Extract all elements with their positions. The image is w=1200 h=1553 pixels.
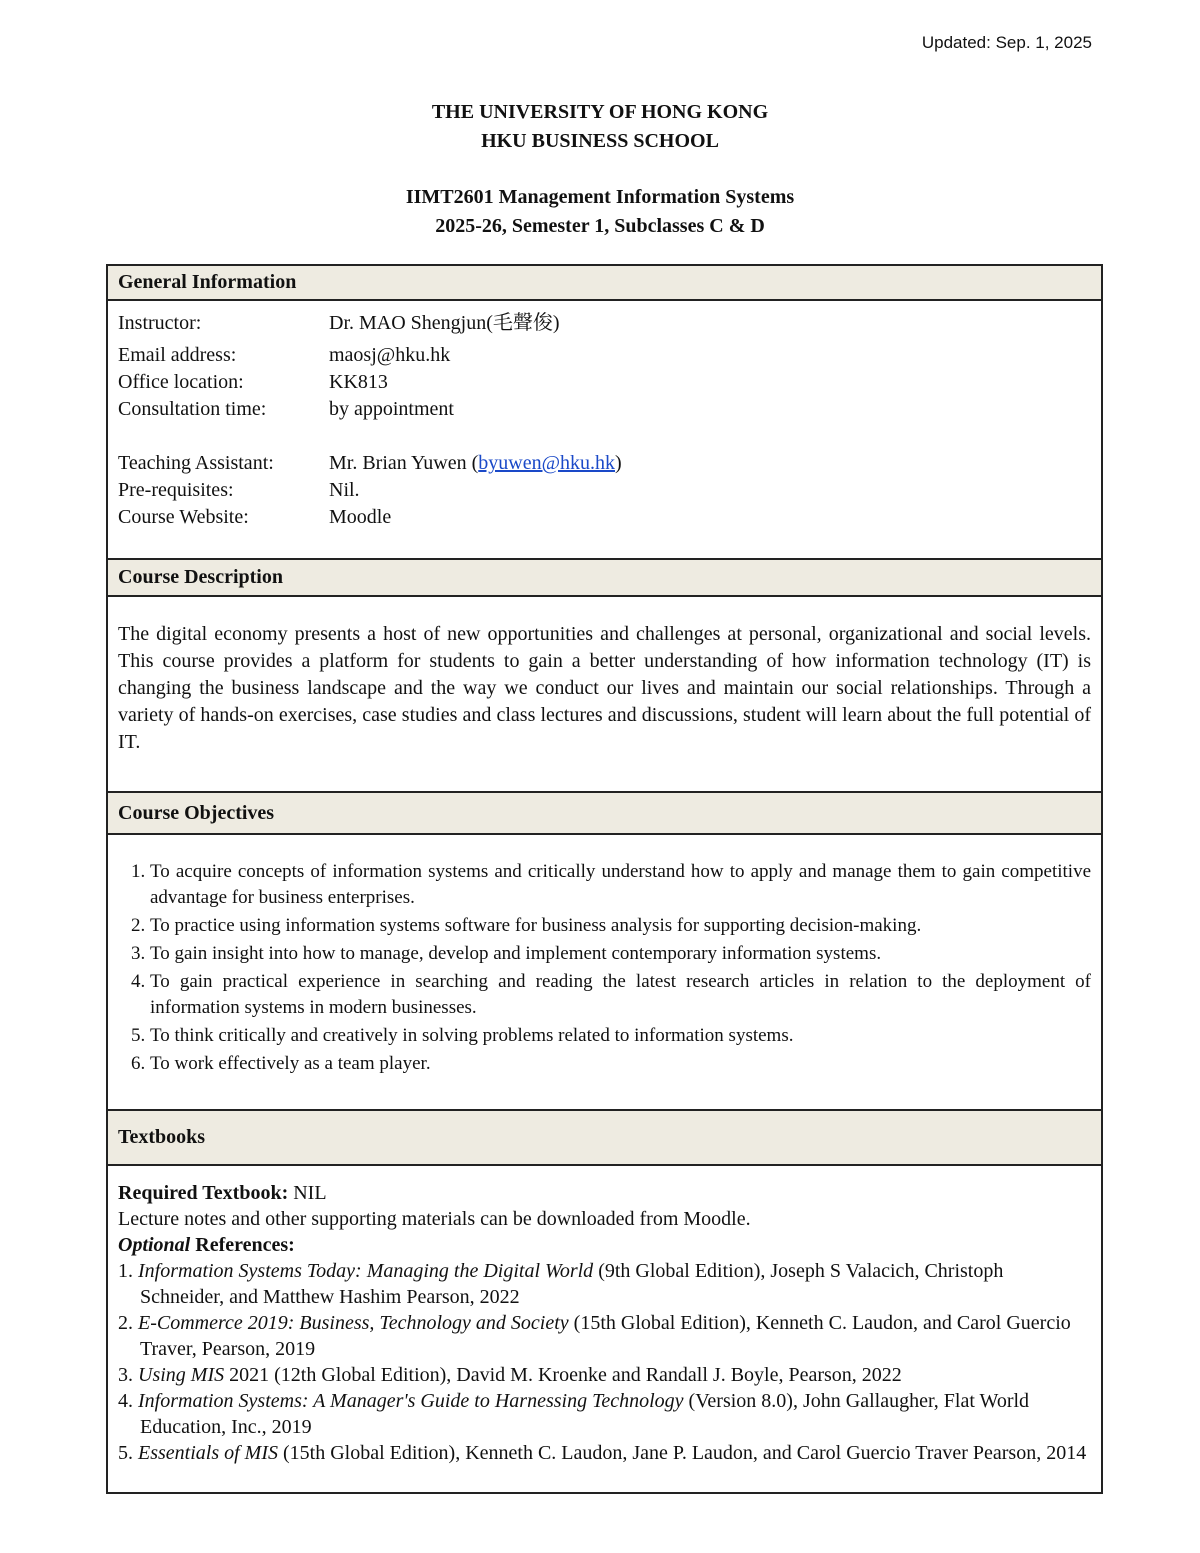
instructor-value: Dr. MAO Shengjun(毛聲俊) — [329, 312, 560, 334]
objectives-section — [107, 834, 1102, 1110]
optional-rest: References: — [190, 1234, 295, 1256]
syllabus-table — [106, 264, 1103, 1494]
references-list — [118, 1258, 1091, 1466]
objective-item: 1. To acquire concepts of information systems and critically understand how to apply and manage them to gain competitive advantage for business enterprises. — [150, 859, 1091, 911]
course-title: IIMT2601 Management Information Systems — [405, 186, 795, 208]
office-label: Office location: — [118, 371, 244, 393]
objective-item: 3. To gain insight into how to manage, develop and implement contemporary information systems. — [150, 941, 1091, 967]
prereq-value: Nil. — [329, 479, 360, 501]
reference-title: Using MIS — [138, 1364, 225, 1386]
ta-value — [329, 450, 1091, 477]
reference-title: Essentials of MIS — [138, 1442, 278, 1464]
website-value: Moodle — [329, 506, 392, 528]
reference-item — [118, 1310, 1091, 1362]
ta-email-link[interactable]: byuwen@hku.hk — [478, 452, 615, 474]
reference-details: 2021 (12th Global Edition), David M. Kroenke and Randall J. Boyle, Pearson, 2022 — [224, 1364, 902, 1386]
description-heading: Course Description — [107, 559, 1102, 596]
ta-close: ) — [615, 452, 622, 474]
objective-item: 4. To gain practical experience in searching and reading the latest research articles in relation to the deployment of information systems in modern businesses. — [150, 969, 1091, 1021]
website-label: Course Website: — [118, 506, 249, 528]
school-name: HKU BUSINESS SCHOOL — [481, 130, 719, 152]
reference-number: 3. — [118, 1364, 138, 1386]
reference-details: (15th Global Edition), Kenneth C. Laudon, Jane P. Laudon, and Carol Guercio Traver Pearson, 2014 — [278, 1442, 1087, 1464]
textbooks-heading: Textbooks — [107, 1110, 1102, 1165]
prereq-label: Pre-requisites: — [118, 479, 234, 501]
description-section — [107, 596, 1102, 792]
textbooks-section — [107, 1165, 1102, 1493]
updated-date: Updated: Sep. 1, 2025 — [921, 33, 1092, 52]
reference-item — [118, 1258, 1091, 1310]
reference-number: 5. — [118, 1442, 138, 1464]
reference-details: (15th Global Edition), Kenneth C. Laudon, and Carol Guercio Traver, Pearson, 2019 — [140, 1312, 1071, 1360]
reference-title: Information Systems Today: Managing the Digital World — [138, 1260, 594, 1282]
textbook-note: Lecture notes and other supporting materials can be downloaded from Moodle. — [118, 1208, 751, 1230]
reference-number: 2. — [118, 1312, 138, 1334]
general-info-heading: General Information — [107, 265, 1102, 300]
required-textbook — [118, 1180, 1091, 1206]
description-text: The digital economy presents a host of new opportunities and challenges at personal, organizational and social levels. This course provides a platform for students to gain a better understanding of how information technology (IT) is changing the business landscape and the way we conduct our lives and maintain our social relationships. Through a variety of hands-on exercises, case studies and class lectures and discussions, student will learn about the full potential of IT. — [118, 623, 1091, 753]
objectives-heading: Course Objectives — [107, 792, 1102, 834]
optional-heading — [118, 1232, 1091, 1258]
course-term: 2025-26, Semester 1, Subclasses C & D — [435, 215, 765, 237]
reference-title: E-Commerce 2019: Business, Technology and Society — [138, 1312, 569, 1334]
email-label: Email address: — [118, 344, 237, 366]
objective-item: 6. To work effectively as a team player. — [150, 1051, 1091, 1077]
objective-item: 5. To think critically and creatively in solving problems related to information systems. — [150, 1023, 1091, 1049]
consult-value: by appointment — [329, 398, 454, 420]
consult-label: Consultation time: — [118, 398, 267, 420]
required-value: NIL — [288, 1182, 327, 1204]
reference-title: Information Systems: A Manager's Guide to Harnessing Technology — [138, 1390, 684, 1412]
objective-item: 2. To practice using information systems software for business analysis for supporting decision-making. — [150, 913, 1091, 939]
reference-number: 1. — [118, 1260, 138, 1282]
objectives-list — [118, 859, 1091, 1077]
reference-number: 4. — [118, 1390, 138, 1412]
reference-item — [118, 1362, 1091, 1388]
reference-item — [118, 1388, 1091, 1440]
reference-details: (Version 8.0), John Gallaugher, Flat World Education, Inc., 2019 — [140, 1390, 1030, 1438]
ta-label: Teaching Assistant: — [118, 452, 274, 474]
instructor-label: Instructor: — [118, 312, 202, 334]
optional-italic: Optional — [118, 1234, 191, 1256]
ta-name: Mr. Brian Yuwen ( — [329, 452, 479, 474]
reference-item — [118, 1440, 1091, 1466]
reference-details: (9th Global Edition), Joseph S Valacich, Christoph Schneider, and Matthew Hashim Pearson, 2022 — [140, 1260, 1004, 1308]
email-value: maosj@hku.hk — [329, 344, 451, 366]
university-name: THE UNIVERSITY OF HONG KONG — [431, 101, 769, 123]
office-value: KK813 — [329, 371, 388, 393]
required-label: Required Textbook: — [118, 1182, 289, 1204]
general-info-section — [107, 300, 1102, 559]
document-header — [0, 98, 1200, 241]
